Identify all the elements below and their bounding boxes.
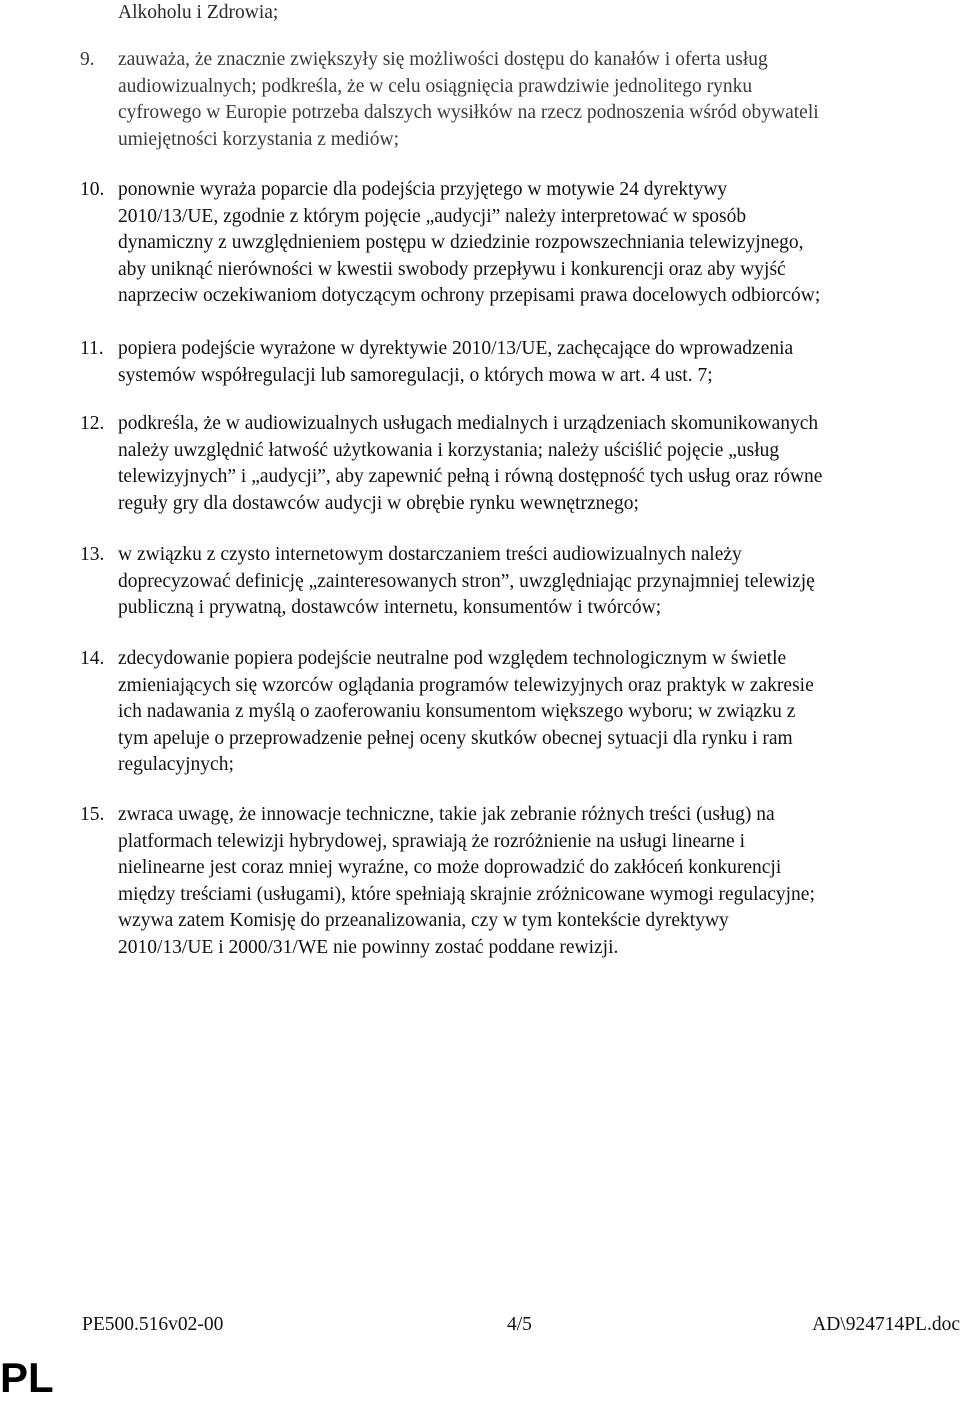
paragraph-item <box>80 336 960 389</box>
footer-page-number: 4/5 <box>507 1314 532 1335</box>
footer-file-name: AD\924714PL.doc <box>812 1314 960 1335</box>
paragraph-number: 10. <box>80 179 105 200</box>
paragraph-text: popiera podejście wyrażone w dyrektywie 2010/13/UE, zachęcające do wprowadzenia systemów współregulacji lub samoregulacji, o których mowa w art. 4 ust. 7; <box>118 338 794 386</box>
paragraph-text: zwraca uwagę, że innowacje techniczne, takie jak zebranie różnych treści (usług) na platformach telewizji hybrydowej, sprawiają że rozróżnienie na usługi linearne i nielinearne jest coraz mniej wyraźne, co może doprowadzić do zakłóceń konkurencji między treściami (usługami), które spełniają skrajnie zróżnicowane wymogi regulacyjne; wzywa zatem Komisję do przeanalizowania, czy w tym kontekście dyrektywy 2010/13/UE i 2000/31/WE nie powinny zostać poddane rewizji. <box>118 804 815 958</box>
paragraph-item <box>80 47 960 153</box>
page-footer <box>82 1312 960 1338</box>
language-code: PL <box>0 1354 54 1401</box>
paragraph-text: podkreśla, że w audiowizualnych usługach medialnych i urządzeniach skomunikowanych należy uwzględnić łatwość użytkowania i korzystania; należy uściślić pojęcie „usług telewizyjnych” i „audycji”, aby zapewnić pełną i równą dostępność tych usług oraz równe reguły gry dla dostawców audycji w obrębie rynku wewnętrznego; <box>118 413 823 514</box>
paragraph-number: 9. <box>80 49 95 70</box>
footer-document-reference: PE500.516v02-00 <box>82 1314 224 1335</box>
paragraph-item <box>80 802 960 961</box>
paragraph-number: 14. <box>80 648 105 669</box>
paragraph-item <box>80 542 960 622</box>
paragraph-text: zdecydowanie popiera podejście neutralne pod względem technologicznym w świetle zmieniających się wzorców oglądania programów telewizyjnych oraz praktyk w zakresie ich nadawania z myślą o zaoferowaniu konsumentom większego wyboru; w związku z tym apeluje o przeprowadzenie pełnej oceny skutków obecnej sytuacji dla rynku i ram regulacyjnych; <box>118 648 814 775</box>
paragraph-number: 13. <box>80 544 105 565</box>
paragraph-number: 15. <box>80 804 105 825</box>
paragraph-item <box>80 177 960 310</box>
paragraph-item <box>80 646 960 779</box>
paragraph-number: 11. <box>80 338 104 359</box>
paragraph-item <box>80 411 960 517</box>
paragraph-text: zauważa, że znacznie zwiększyły się możliwości dostępu do kanałów i oferta usług audiowizualnych; podkreśla, że w celu osiągnięcia prawdziwie jednolitego rynku cyfrowego w Europie potrzeba dalszych wysiłków na rzecz podnoszenia wśród obywateli umiejętności korzystania z mediów; <box>118 49 819 150</box>
continuation-text: Alkoholu i Zdrowia; <box>118 2 279 23</box>
paragraph-text: w związku z czysto internetowym dostarczaniem treści audiowizualnych należy doprecyzować definicję „zainteresowanych stron”, uwzględniając przynajmniej telewizję publiczną i prywatną, dostawców internetu, konsumentów i twórców; <box>118 544 815 618</box>
paragraph-text: ponownie wyraża poparcie dla podejścia przyjętego w motywie 24 dyrektywy 2010/13/UE, zgodnie z którym pojęcie „audycji” należy interpretować w sposób dynamiczny z uwzględnieniem postępu w dziedzinie rozpowszechniania telewizyjnego, aby uniknąć nierówności w kwestii swobody przepływu i konkurencji oraz aby wyjść naprzeciw oczekiwaniom dotyczącym ochrony przepisami prawa docelowych odbiorców; <box>118 179 821 306</box>
paragraph-number: 12. <box>80 413 105 434</box>
